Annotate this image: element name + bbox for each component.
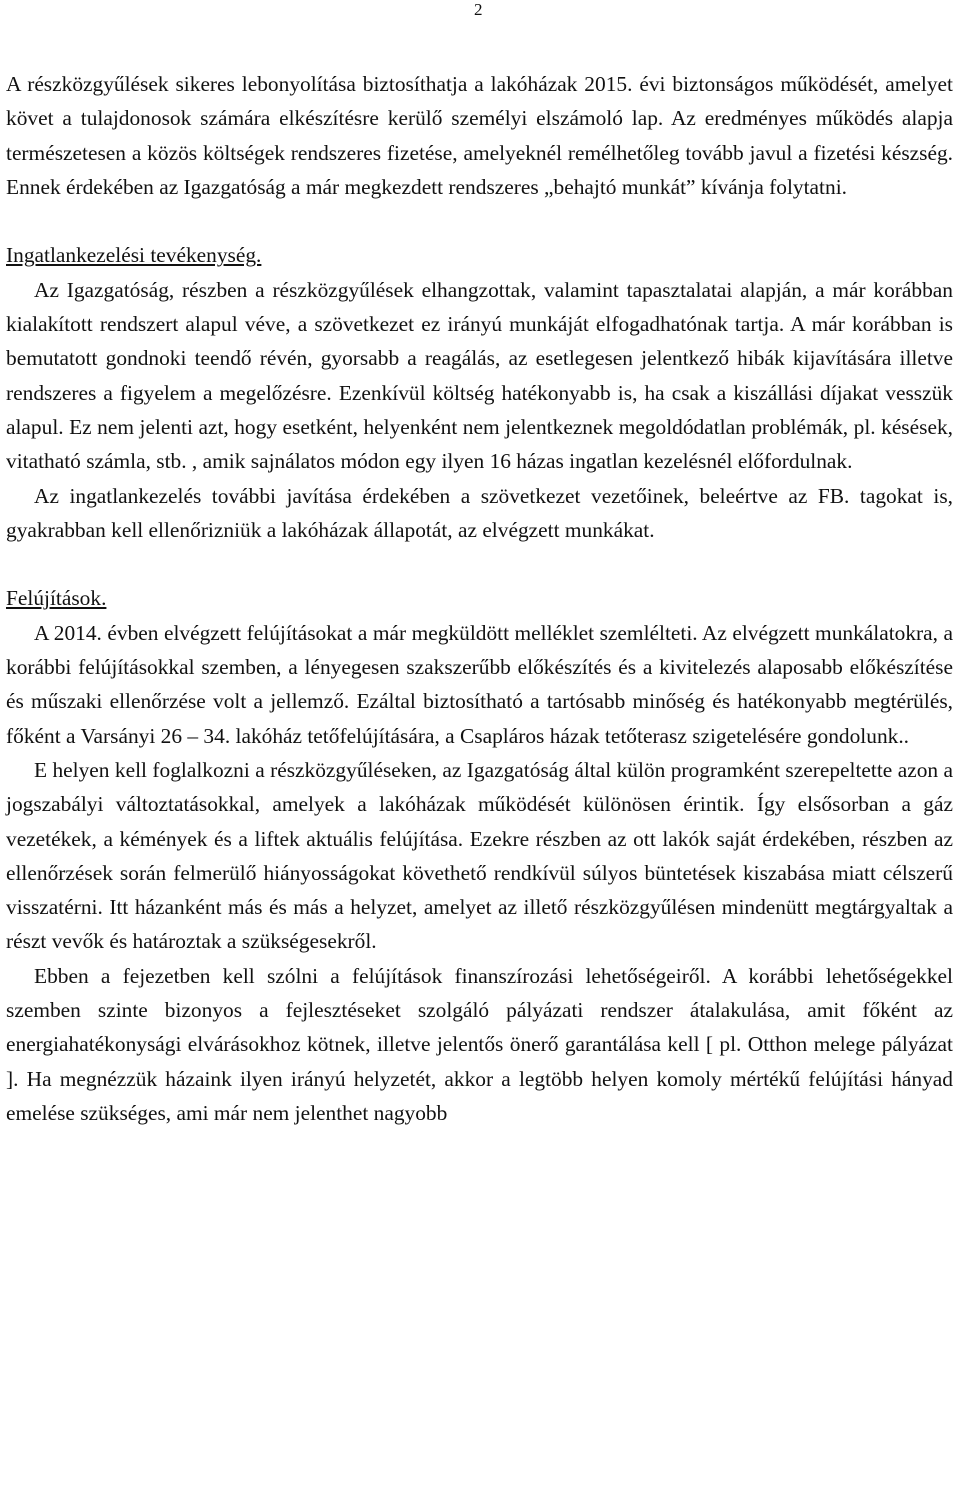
- paragraph-spacer: [6, 547, 953, 581]
- page-number: 2: [474, 0, 483, 19]
- ingatlan-paragraph-2: Az ingatlankezelés további javítása érdekében a szövetkezet vezetőinek, beleértve az FB. tagokat is, gyakrabban kell ellenőrizniük a lakóházak állapotát, az elvégzett munkákat.: [6, 483, 953, 542]
- intro-paragraph: A részközgyűlések sikeres lebonyolítása biztosíthatja a lakóházak 2015. évi biztonságos működését, amelyet követ a tulajdonosok számára elkészítésre kerülő személyi elszámoló lap. Az eredményes működés alapja természetesen a közös költségek rendszeres fizetése, amelyeknél remélhetőleg tovább javul a fizetési készség. Ennek érdekében az Igazgatóság a már megkezdett rendszeres „behajtó munkát” kívánja folytatni.: [6, 72, 953, 199]
- felujitas-paragraph-3: Ebben a fejezetben kell szólni a felújítások finanszírozási lehetőségeiről. A korábbi lehetőségekkel szemben szinte bizonyos a fejlesztéseket szolgáló pályázati rendszer átalakulása, amit főként az energiahatékonysági elvárásokhoz kötnek, illetve jelentős önerő garantálása kell [ pl. Otthon melege pályázat ]. Ha megnézzük házaink ilyen irányú helyzetét, akkor a legtöbb helyen komoly mértékű felújítási hányad emelése szükséges, ami már nem jelenthet nagyobb: [6, 963, 953, 1125]
- document-body: [6, 67, 953, 1130]
- felujitas-paragraph-1: A 2014. évben elvégzett felújításokat a már megküldött melléklet szemlélteti. Az elvégzett munkálatokra, a korábbi felújításokkal szemben, a lényegesen szakszerűbb előkészítés és a kivitelezés alaposabb előkészítése és műszaki ellenőrzése volt a jellemző. Ezáltal biztosítható a tartósabb minőség és hatékonyabb megtérülés, főként a Varsányi 26 – 34. lakóház tetőfelújítására, a Csapláros házak tetőterasz szigetelésére gondolunk..: [6, 620, 953, 748]
- section-heading-ingatlankezeles: Ingatlankezelési tevékenység.: [6, 243, 262, 268]
- felujitas-paragraph-2: E helyen kell foglalkozni a részközgyűléseken, az Igazgatóság által külön programként szerepeltette azon a jogszabályi változtatásokkal, amelyek a lakóházak működését különösen érintik. Így elsősorban a gáz vezetékek, a kémények és a liftek aktuális felújítása. Ezekre részben az ott lakók saját érdekében, részben az ellenőrzések során felmerülő hiányosságokat követhető rendkívül súlyos büntetések kiszabása miatt célszerű visszatérni. Itt házanként más és más a helyzet, amelyet az illető részközgyűlésen mindenütt megtárgyaltak a részt vevők és határoztak a szükségesekről.: [6, 757, 953, 954]
- paragraph-spacer: [6, 204, 953, 238]
- section-heading-felujitasok: Felújítások.: [6, 586, 107, 611]
- ingatlan-paragraph-1: Az Igazgatóság, részben a részközgyűlések elhangzottak, valamint tapasztalatai alapján, a már korábban kialakított rendszert alapul véve, a szövetkezet ez irányú munkáját elfogadhatónak tartja. A már korábban is bemutatott gondnoki teendő révén, gyorsabb a reagálás, az esetlegesen jelentkező hibák kijavítására illetve rendszeres a figyelem a megelőzésre. Ezenkívül költség hatékonyabb is, ha csak a kiszállási díjakat vesszük alapul. Ez nem jelenti azt, hogy esetként, helyenként nem jelentkeznek megoldódatlan problémák, pl. késések, vitatható számla, stb. , amik sajnálatos módon egy ilyen 16 házas ingatlan kezelésnél előfordulnak.: [6, 277, 953, 474]
